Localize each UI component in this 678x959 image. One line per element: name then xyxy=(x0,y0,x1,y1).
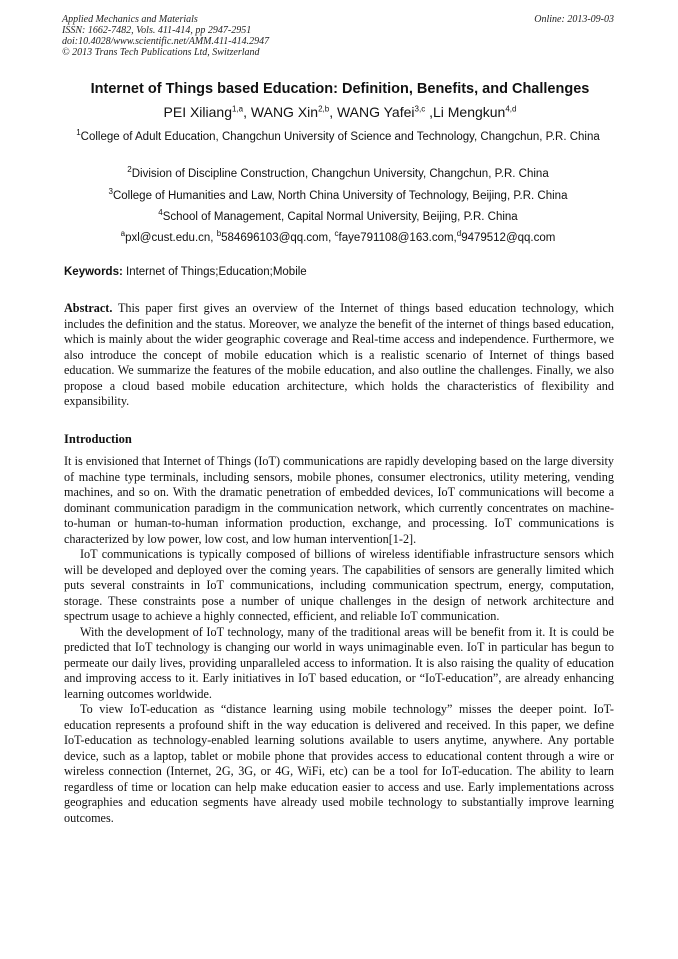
affiliation-text: College of Adult Education, Changchun University of Science and Technology, Changchun, P.R. China xyxy=(80,131,600,143)
author-name: WANG Yafei xyxy=(336,104,415,120)
abstract-block xyxy=(64,301,614,410)
affiliation-2 xyxy=(62,167,614,182)
copyright-line: © 2013 Trans Tech Publications Ltd, Switzerland xyxy=(62,47,260,58)
affiliation-text: Division of Discipline Construction, Changchun University, Changchun, P.R. China xyxy=(131,168,549,180)
issn-line: ISSN: 1662-7482, Vols. 411-414, pp 2947-2951 xyxy=(62,25,252,36)
author-separator: , xyxy=(243,104,251,120)
keywords-label: Keywords: xyxy=(64,266,123,278)
affiliation-3 xyxy=(62,189,614,204)
introduction-heading: Introduction xyxy=(64,432,132,446)
email-address[interactable]: 9479512@qq.com xyxy=(461,232,556,244)
paper-title: Internet of Things based Education: Definition, Benefits, and Challenges xyxy=(90,81,590,97)
keywords-text: Internet of Things;Education;Mobile xyxy=(126,266,307,278)
author-separator: , xyxy=(425,104,433,120)
author-name: Li Mengkun xyxy=(432,104,506,120)
email-superscript: b xyxy=(216,229,222,239)
affiliation-number: 2 xyxy=(127,165,132,175)
doi-line[interactable]: doi:10.4028/www.scientific.net/AMM.411-414.2947 xyxy=(62,36,270,47)
journal-header xyxy=(62,14,614,58)
email-address[interactable]: pxl@cust.edu.cn, xyxy=(125,232,214,244)
abstract-text: This paper first gives an overview of the Internet of things based education technology, which includes the definition and the status. Moreover, we analyze the benefit of the internet of things based education, which is mainly about the wider geographic coverage and Real-time access and independence. Furthermore, we also introduce the concept of mobile education which is a realistic scenario of Internet of things based education. We summarize the features of the mobile education, and also outline the challenges. Finally, we also propose a cloud based mobile education architecture, which holds the characteristics of flexibility and expansibility. xyxy=(64,301,614,408)
author-name: PEI Xiliang xyxy=(163,104,232,120)
author-name: WANG Xin xyxy=(250,104,319,120)
introduction-body xyxy=(64,454,614,826)
online-date: Online: 2013-09-03 xyxy=(534,14,614,25)
author-superscript: 1,a xyxy=(232,104,244,114)
email-list xyxy=(62,231,614,246)
email-superscript: a xyxy=(120,229,126,239)
author-separator: , xyxy=(329,104,337,120)
affiliation-text: College of Humanities and Law, North China University of Technology, Beijing, P.R. China xyxy=(112,190,568,202)
affiliation-4 xyxy=(62,210,614,225)
email-superscript: d xyxy=(456,229,462,239)
affiliation-1 xyxy=(62,130,614,145)
author-superscript: 4,d xyxy=(505,104,517,114)
paragraph: It is envisioned that Internet of Things (IoT) communications are rapidly developing based on the large diversity of machine type terminals, including sensors, mobile phones, consumer electronics, utility metering, vending machines, and so on. With the dramatic penetration of embedded devices, IoT communications will become a dominant communication paradigm in the communication network, which currently concentrates on machine-to-human or human-to-human information production, exchange, and processing. IoT communications is characterized by low power, low cost, and low human intervention[1-2]. xyxy=(64,454,614,546)
keywords-line xyxy=(64,265,616,280)
journal-name: Applied Mechanics and Materials xyxy=(62,14,198,25)
author-list xyxy=(40,103,640,121)
email-address[interactable]: 584696103@qq.com, xyxy=(221,232,332,244)
paragraph: IoT communications is typically composed of billions of wireless identifiable infrastructure sensors which will be developed and deployed over the coming years. The capabilities of sensors are generally limited which puts several constraints in IoT communications, including communication spectrum, energy, computation, storage. These constraints pose a number of unique challenges in the design of network architecture and spectrum usage to achieve a highly connected, efficient, and reliable IoT communication. xyxy=(64,547,614,623)
author-superscript: 2,b xyxy=(318,104,330,114)
affiliation-number: 1 xyxy=(76,128,81,138)
paragraph: With the development of IoT technology, many of the traditional areas will be benefit from it. It is could be predicted that IoT technology is changing our world in ways unimaginable even. IoT in particular has begun to permeate our daily lives, providing unparalleled access to information. It is also raising the quality of education and improving access to it. Early initiatives in IoT based education, or “IoT-education”, are already enhancing learning outcomes worldwide. xyxy=(64,624,614,701)
author-superscript: 3,c xyxy=(414,104,426,114)
affiliation-text: School of Management, Capital Normal University, Beijing, P.R. China xyxy=(162,211,518,223)
email-superscript: c xyxy=(334,229,339,239)
abstract-label: Abstract. xyxy=(64,301,113,315)
affiliation-number: 3 xyxy=(108,187,113,197)
affiliation-number: 4 xyxy=(158,208,163,218)
paragraph: To view IoT-education as “distance learning using mobile technology” misses the deeper point. IoT-education represents a profound shift in the way education is delivered and received. In this paper, we define IoT-education as technology-enabled learning solutions available to users anytime, anywhere. Any portable device, such as a laptop, tablet or mobile phone that provides access to educational content through a wire or wireless connection (Internet, 2G, 3G, or 4G, WiFi, etc) can be a tool for IoT-education. The ability to learn regardless of time or location can help make education easier to access and use. Early implementations across geographies and education segments have already used mobile technology to substantially improve learning outcomes. xyxy=(64,702,614,825)
email-address[interactable]: faye791108@163.com, xyxy=(338,232,457,244)
